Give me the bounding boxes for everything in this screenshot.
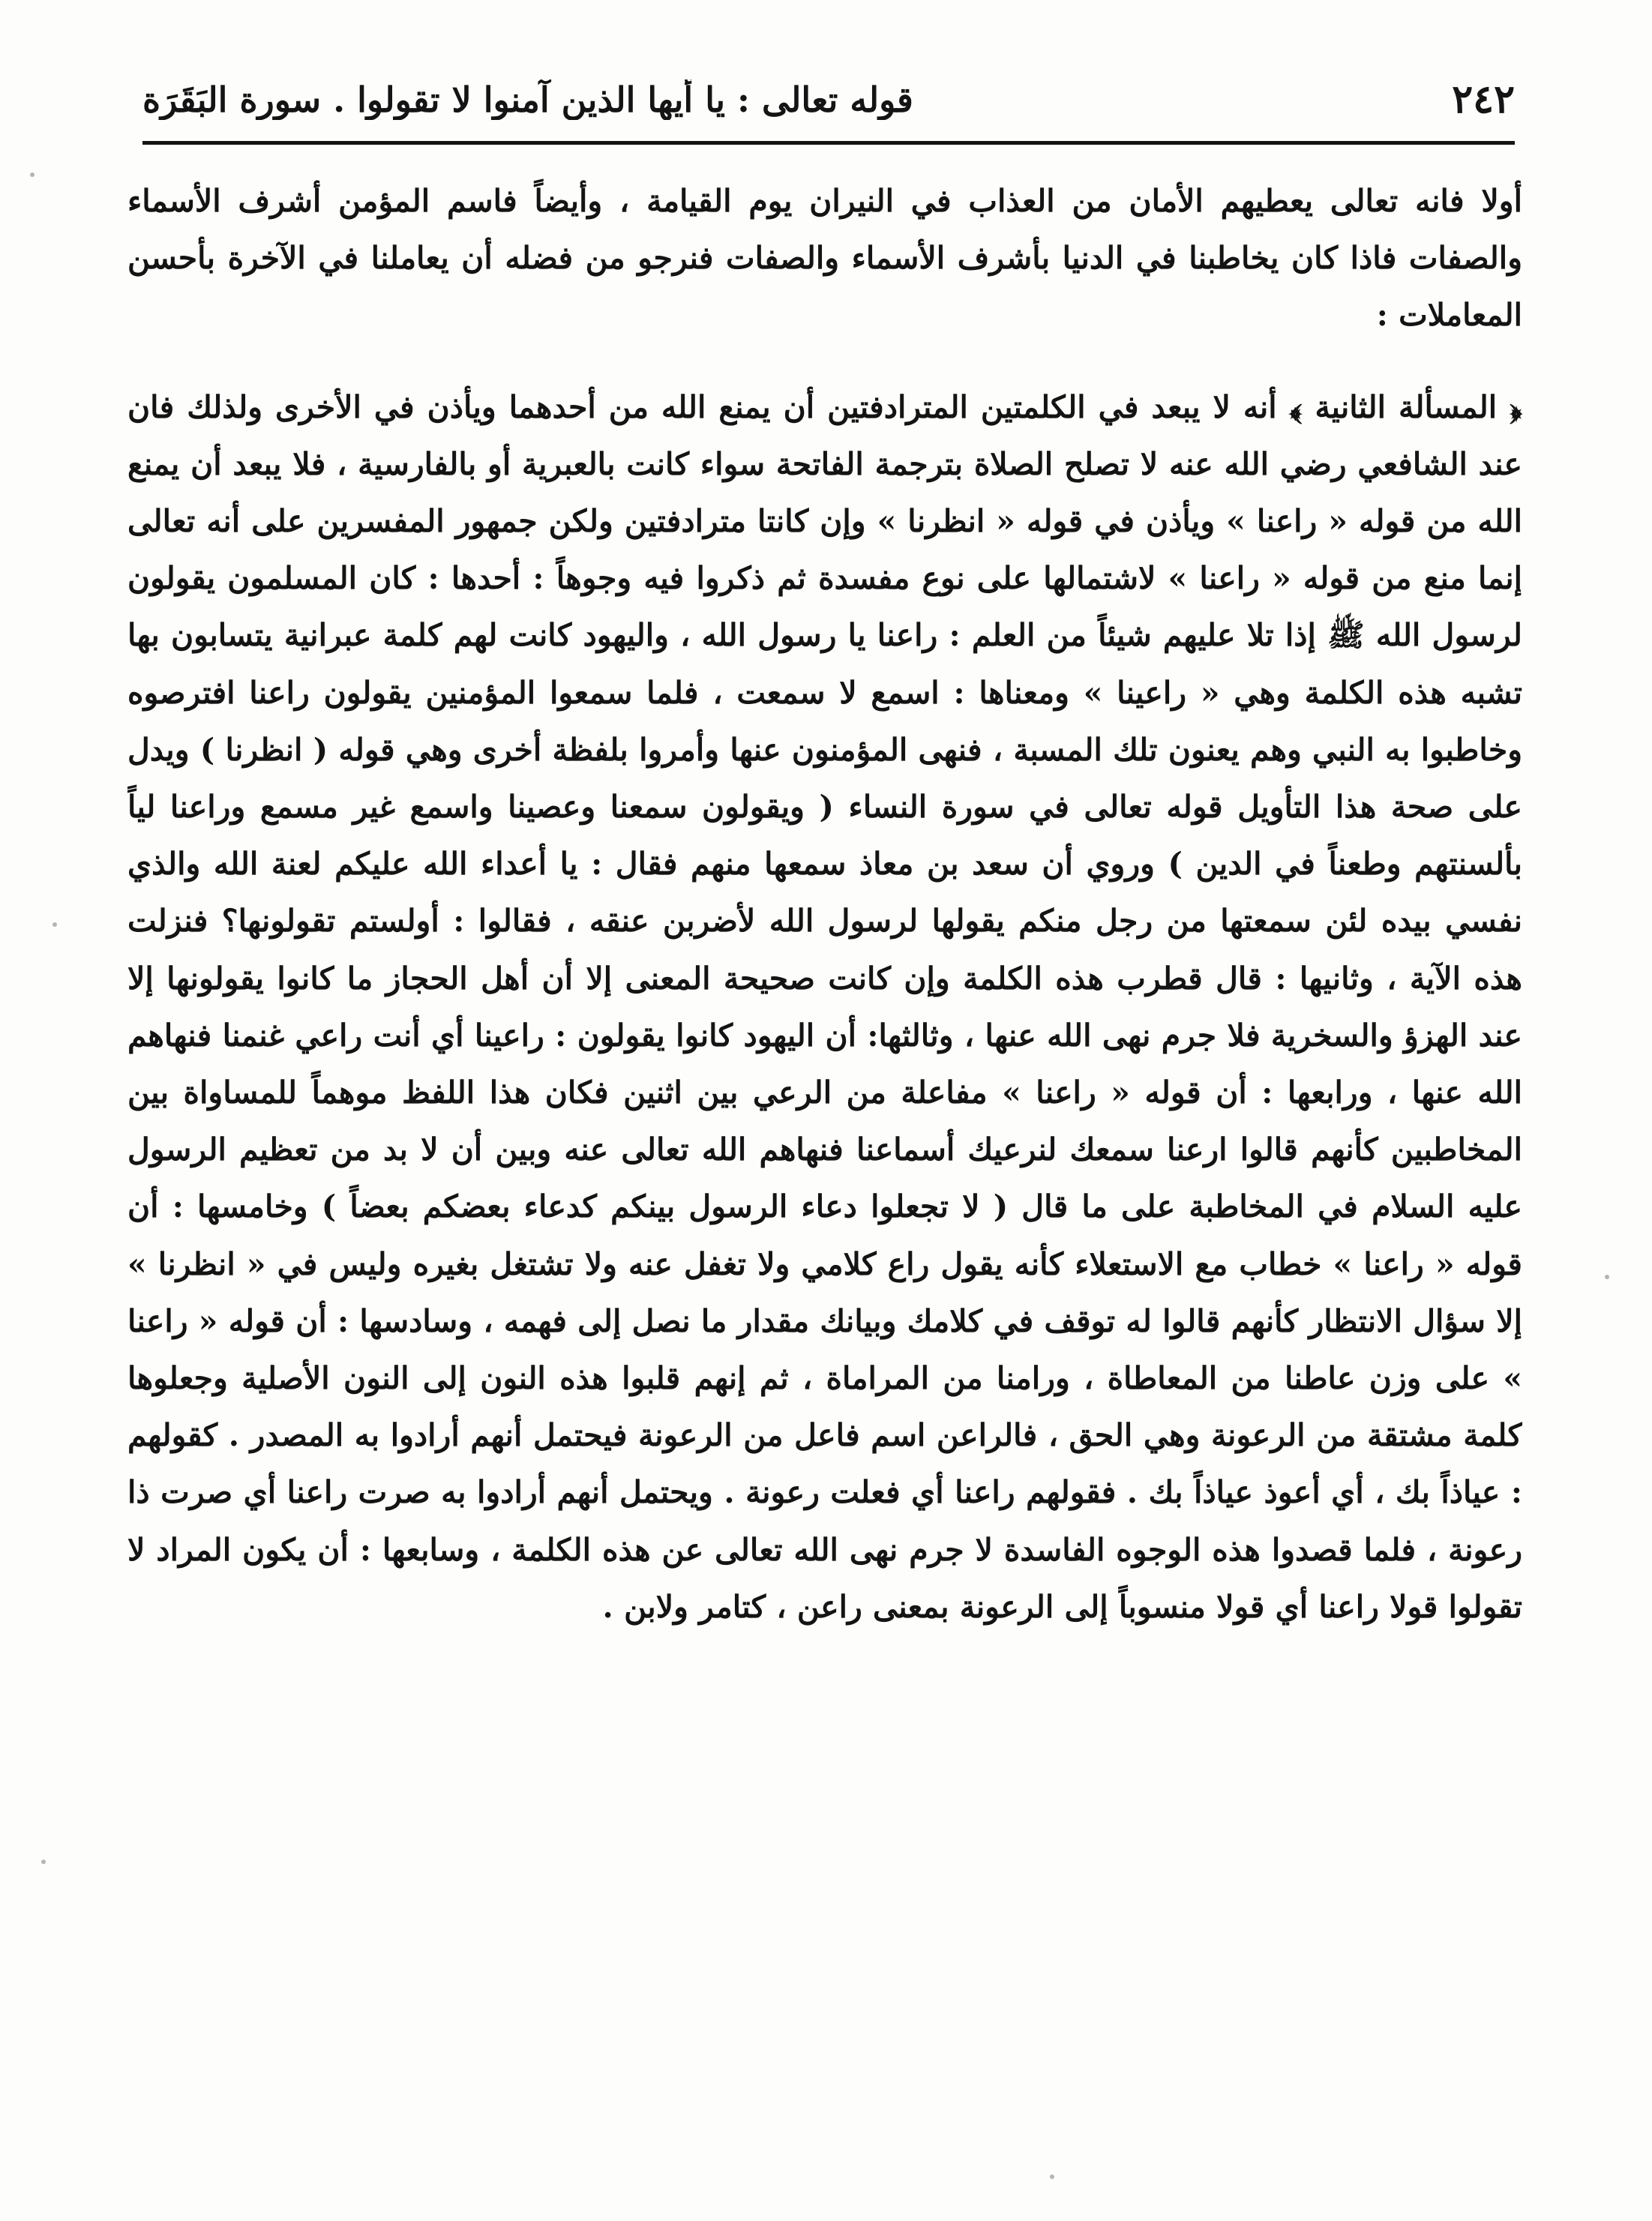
body-text bbox=[127, 172, 1522, 2182]
scan-speck bbox=[1605, 1275, 1609, 1279]
page-number: ٢٤٢ bbox=[1452, 76, 1515, 122]
scan-speck bbox=[41, 1860, 46, 1864]
running-title: قوله تعالى : يا أيها الذين آمنوا لا تقولوا . سورة البَقَرَة bbox=[142, 79, 913, 120]
header-rule bbox=[142, 141, 1515, 145]
scan-speck bbox=[52, 922, 57, 927]
page-header bbox=[142, 69, 1515, 138]
scan-speck bbox=[1050, 2175, 1054, 2179]
paragraph-second-issue: ﴿ المسألة الثانية ﴾ أنه لا يبعد في الكلمتين المترادفتين أن يمنع الله من أحدهما ويأذن في الأخرى ولذلك فان عند الشافعي رضي الله عنه لا تصلح الصلاة بترجمة الفاتحة سواء كانت بالعبرية أو بالفارسية ، فلا يبعد أن يمنع الله من قوله « راعنا » ويأذن في قوله « انظرنا » وإن كانتا مترادفتين ولكن جمهور المفسرين على أنه تعالى إنما منع من قوله « راعنا » لاشتمالها على نوع مفسدة ثم ذكروا فيه وجوهاً : أحدها : كان المسلمون يقولون لرسول الله ﷺ إذا تلا عليهم شيئاً من العلم : راعنا يا رسول الله ، واليهود كانت لهم كلمة عبرانية يتسابون بها تشبه هذه الكلمة وهي « راعينا » ومعناها : اسمع لا سمعت ، فلما سمعوا المؤمنين يقولون راعنا افترصوه وخاطبوا به النبي وهم يعنون تلك المسبة ، فنهى المؤمنون عنها وأمروا بلفظة أخرى وهي قوله ( انظرنا ) ويدل على صحة هذا التأويل قوله تعالى في سورة النساء ( ويقولون سمعنا وعصينا واسمع غير مسمع وراعنا لياً بألسنتهم وطعناً في الدين ) وروي أن سعد بن معاذ سمعها منهم فقال : يا أعداء الله عليكم لعنة الله والذي نفسي بيده لئن سمعتها من رجل منكم يقولها لرسول الله لأضربن عنقه ، فقالوا : أولستم تقولونها؟ فنزلت هذه الآية ، وثانيها : قال قطرب هذه الكلمة وإن كانت صحيحة المعنى إلا أن أهل الحجاز ما كانوا يقولونها إلا عند الهزؤ والسخرية فلا جرم نهى الله عنها ، وثالثها: أن اليهود كانوا يقولون : راعينا أي أنت راعي غنمنا فنهاهم الله عنها ، ورابعها : أن قوله « راعنا » مفاعلة من الرعي بين اثنين فكان هذا اللفظ موهماً للمساواة بين المخاطبين كأنهم قالوا ارعنا سمعك لنرعيك أسماعنا فنهاهم الله تعالى عنه وبين أن لا بد من تعظيم الرسول عليه السلام في المخاطبة على ما قال ( لا تجعلوا دعاء الرسول بينكم كدعاء بعضكم بعضاً ) وخامسها : أن قوله « راعنا » خطاب مع الاستعلاء كأنه يقول راع كلامي ولا تغفل عنه ولا تشتغل بغيره وليس في « انظرنا » إلا سؤال الانتظار كأنهم قالوا له توقف في كلامك وبيانك مقدار ما نصل إلى فهمه ، وسادسها : أن قوله « راعنا » على وزن عاطنا من المعاطاة ، ورامنا من المراماة ، ثم إنهم قلبوا هذه النون إلى النون الأصلية وجعلوها كلمة مشتقة من الرعونة وهي الحق ، فالراعن اسم فاعل من الرعونة فيحتمل أنهم أرادوا به المصدر . كقولهم : عياذاً بك ، أي أعوذ عياذاً بك . فقولهم راعنا أي فعلت رعونة . ويحتمل أنهم أرادوا به صرت راعنا أي صرت ذا رعونة ، فلما قصدوا هذه الوجوه الفاسدة لا جرم نهى الله تعالى عن هذه الكلمة ، وسابعها : أن يكون المراد لا تقولوا قولا راعنا أي قولا منسوباً إلى الرعونة بمعنى راعن ، كتامر ولابن . bbox=[127, 388, 1522, 1625]
paragraph-intro: أولا فانه تعالى يعطيهم الأمان من العذاب في النيران يوم القيامة ، وأيضاً فاسم المؤمن أشرف الأسماء والصفات فاذا كان يخاطبنا في الدنيا بأشرف الأسماء والصفات فنرجو من فضله أن يعاملنا في الآخرة بأحسن المعاملات : bbox=[127, 183, 1522, 334]
scan-speck bbox=[30, 172, 34, 177]
